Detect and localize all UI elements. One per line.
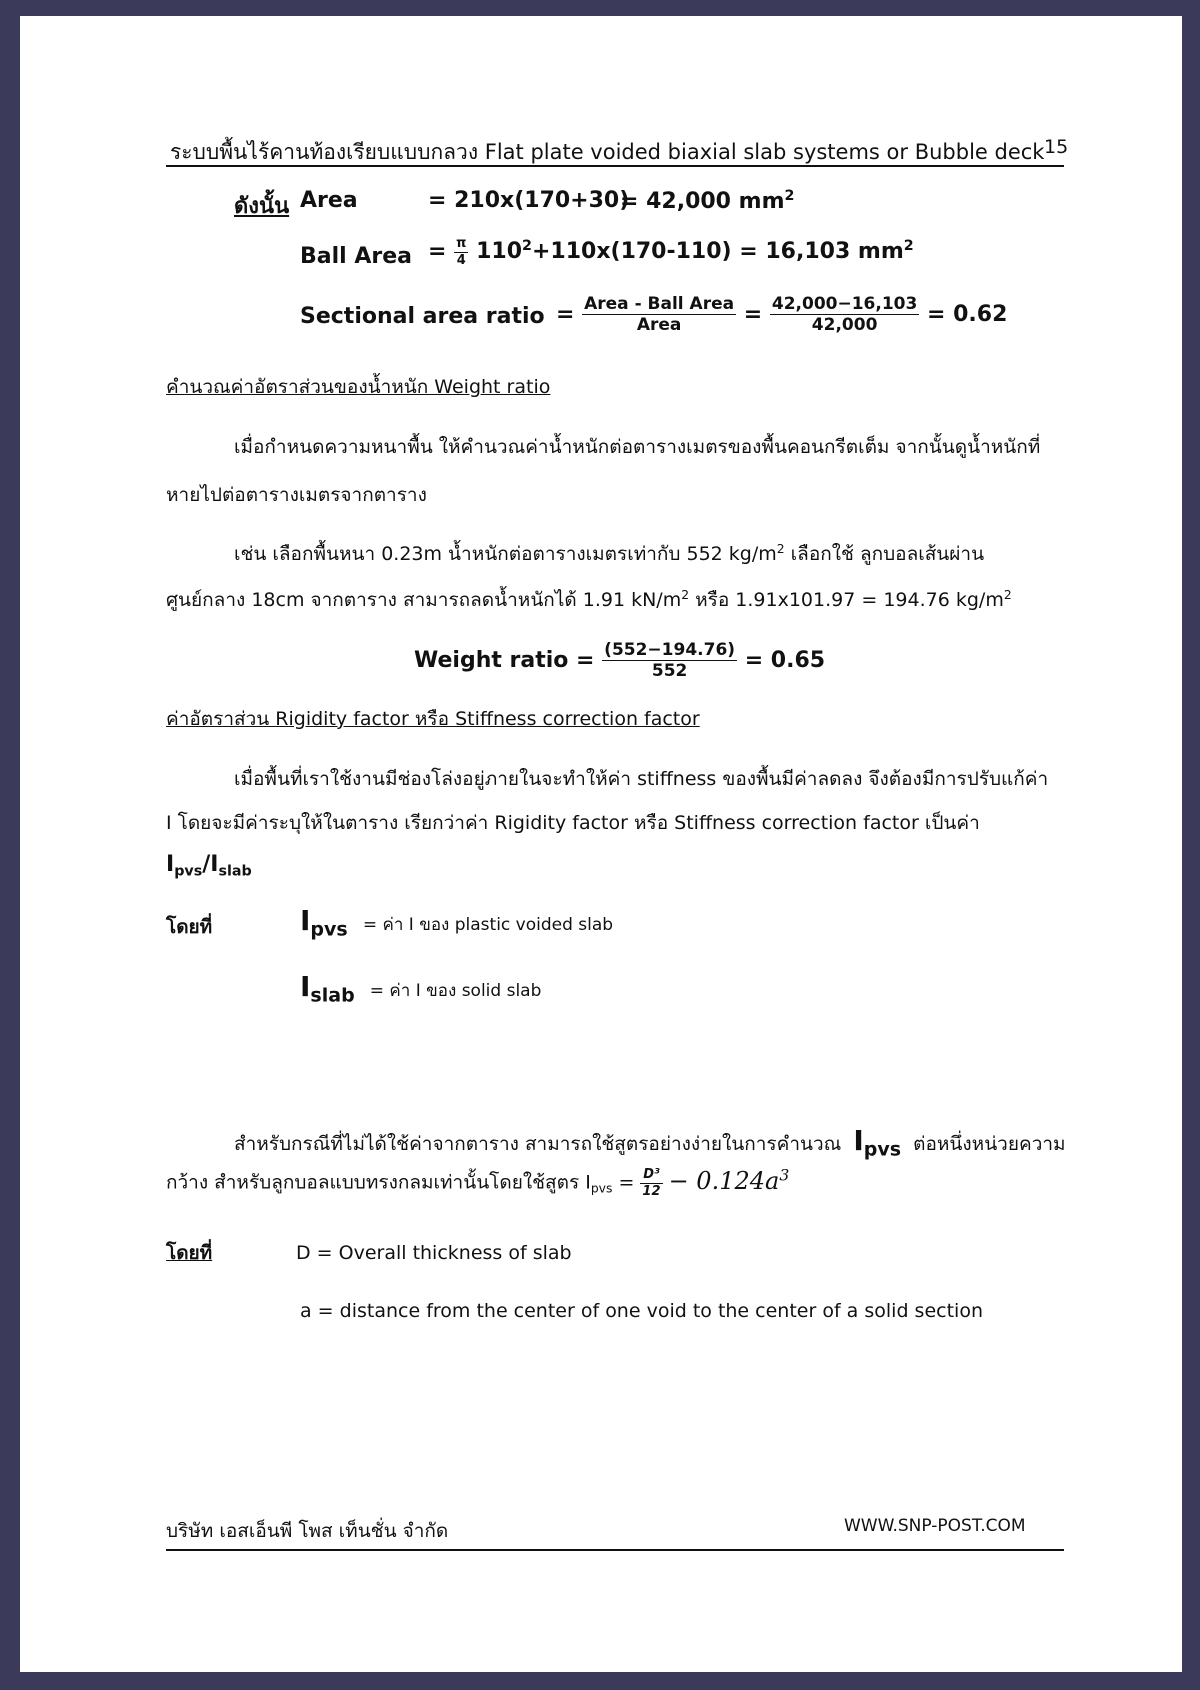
weight-para2-line1: เช่น เลือกพื้นหนา 0.23m น้ำหนักต่อตารางเมตรเท่ากับ 552 $kg/m^2$ เลือกใช้ ลูกบอลเส้นผ่าน (234, 542, 985, 565)
pi-over-4-fraction: $\frac{\pi}{4}$ (456, 236, 467, 268)
weight-ratio-heading: คำนวณค่าอัตราส่วนของน้ำหนัก Weight ratio (166, 376, 551, 398)
weight-para1-line2: หายไปต่อตารางเมตรจากตาราง (166, 484, 427, 506)
ratio-fraction-symbolic: $\frac{\text{Area - Ball Area}}{\text{Area}}$ (584, 294, 735, 336)
islab-definition: $I_{slab}$ = ค่า I ของ solid slab (300, 970, 542, 1007)
rigidity-para-line1: เมื่อพื้นที่เราใช้งานมีช่องโล่งอยู่ภายในจะทำให้ค่า stiffness ของพื้นมีค่าลดลง จึงต้องมีการปรับแก้ค่า (234, 768, 1049, 790)
formula-line2: กว้าง สำหรับลูกบอลแบบทรงกลมเท่านั้นโดยใช้สูตร $I_{pvs}$ = $\frac{\text{D³}}{12}$ − $0.124a^3$ (166, 1166, 790, 1199)
rigidity-ratio-symbol: $I_{pvs}/I_{slab}$ (166, 852, 252, 880)
footer-company: บริษัท เอสเอ็นพี โพส เท็นชั่น จำกัด (166, 1520, 449, 1542)
document-page (20, 16, 1182, 1672)
sectional-ratio-equation: = $\frac{\text{Area - Ball Area}}{\text{Area}}$ = $\frac{42,000-16,103}{42,000}$ = 0.62 (556, 294, 1008, 336)
area-label: Area (300, 188, 358, 213)
rigidity-heading: ค่าอัตราส่วน Rigidity factor หรือ Stiffness correction factor (166, 708, 700, 730)
ball-area-label: Ball Area (300, 244, 412, 269)
ipvs-definition: $I_{pvs}$ = ค่า I ของ plastic voided slab (300, 904, 614, 941)
formula-where-label: โดยที่ (166, 1242, 213, 1264)
formula-line1: สำหรับกรณีที่ไม่ได้ใช้ค่าจากตาราง สามารถใช้สูตรอย่างง่ายในการคำนวณ $I_{pvs}$ ต่อหนึ่งหน่วยความ (234, 1124, 1066, 1161)
header-title: ระบบพื้นไร้คานท้องเรียบแบบกลวง Flat plate voided biaxial slab systems or Bubble deck (170, 140, 1045, 164)
header-divider (166, 165, 1064, 167)
therefore-label: ดังนั้น (234, 194, 290, 219)
definition-a: a = distance from the center of one void to the center of a solid section (300, 1300, 983, 1322)
rigidity-where-label: โดยที่ (166, 916, 213, 938)
definition-D: D = Overall thickness of slab (296, 1242, 572, 1264)
rigidity-para-line2: I โดยจะมีค่าระบุให้ในตาราง เรียกว่าค่า Rigidity factor หรือ Stiffness correction factor เป็นค่า (166, 812, 980, 834)
sectional-ratio-label: Sectional area ratio (300, 304, 545, 329)
weight-para2-line2: ศูนย์กลาง 18cm จากตาราง สามารถลดน้ำหนักได้ 1.91 $kN/m^2$ หรือ 1.91x101.97 = 194.76 $kg/m^2$ (166, 588, 1012, 611)
weight-para1-line1: เมื่อกำหนดความหนาพื้น ให้คำนวณค่าน้ำหนักต่อตารางเมตรของพื้นคอนกรีตเต็ม จากนั้นดูน้ำหนักที่ (234, 436, 1041, 458)
weight-ratio-equation: Weight ratio = $\frac{(552-194.76)}{552}$ = 0.65 (414, 640, 826, 682)
footer-divider (166, 1549, 1064, 1551)
page-number: 15 (1044, 136, 1069, 158)
ball-area-equation: = $\frac{\pi}{4}$ $110^2+110x(170-110) = 16,103$ $mm^2$ (428, 236, 914, 268)
area-expression: = 210x(170+30) (428, 188, 630, 213)
footer-website: WWW.SNP-POST.COM (844, 1516, 1026, 1536)
area-result: = 42,000 $mm^2$ (620, 188, 795, 214)
formula-fraction: $\frac{\text{D³}}{12}$ (642, 1166, 661, 1199)
weight-ratio-fraction: $\frac{(552-194.76)}{552}$ (604, 640, 736, 682)
ratio-fraction-numeric: $\frac{42,000-16,103}{42,000}$ (771, 294, 918, 336)
